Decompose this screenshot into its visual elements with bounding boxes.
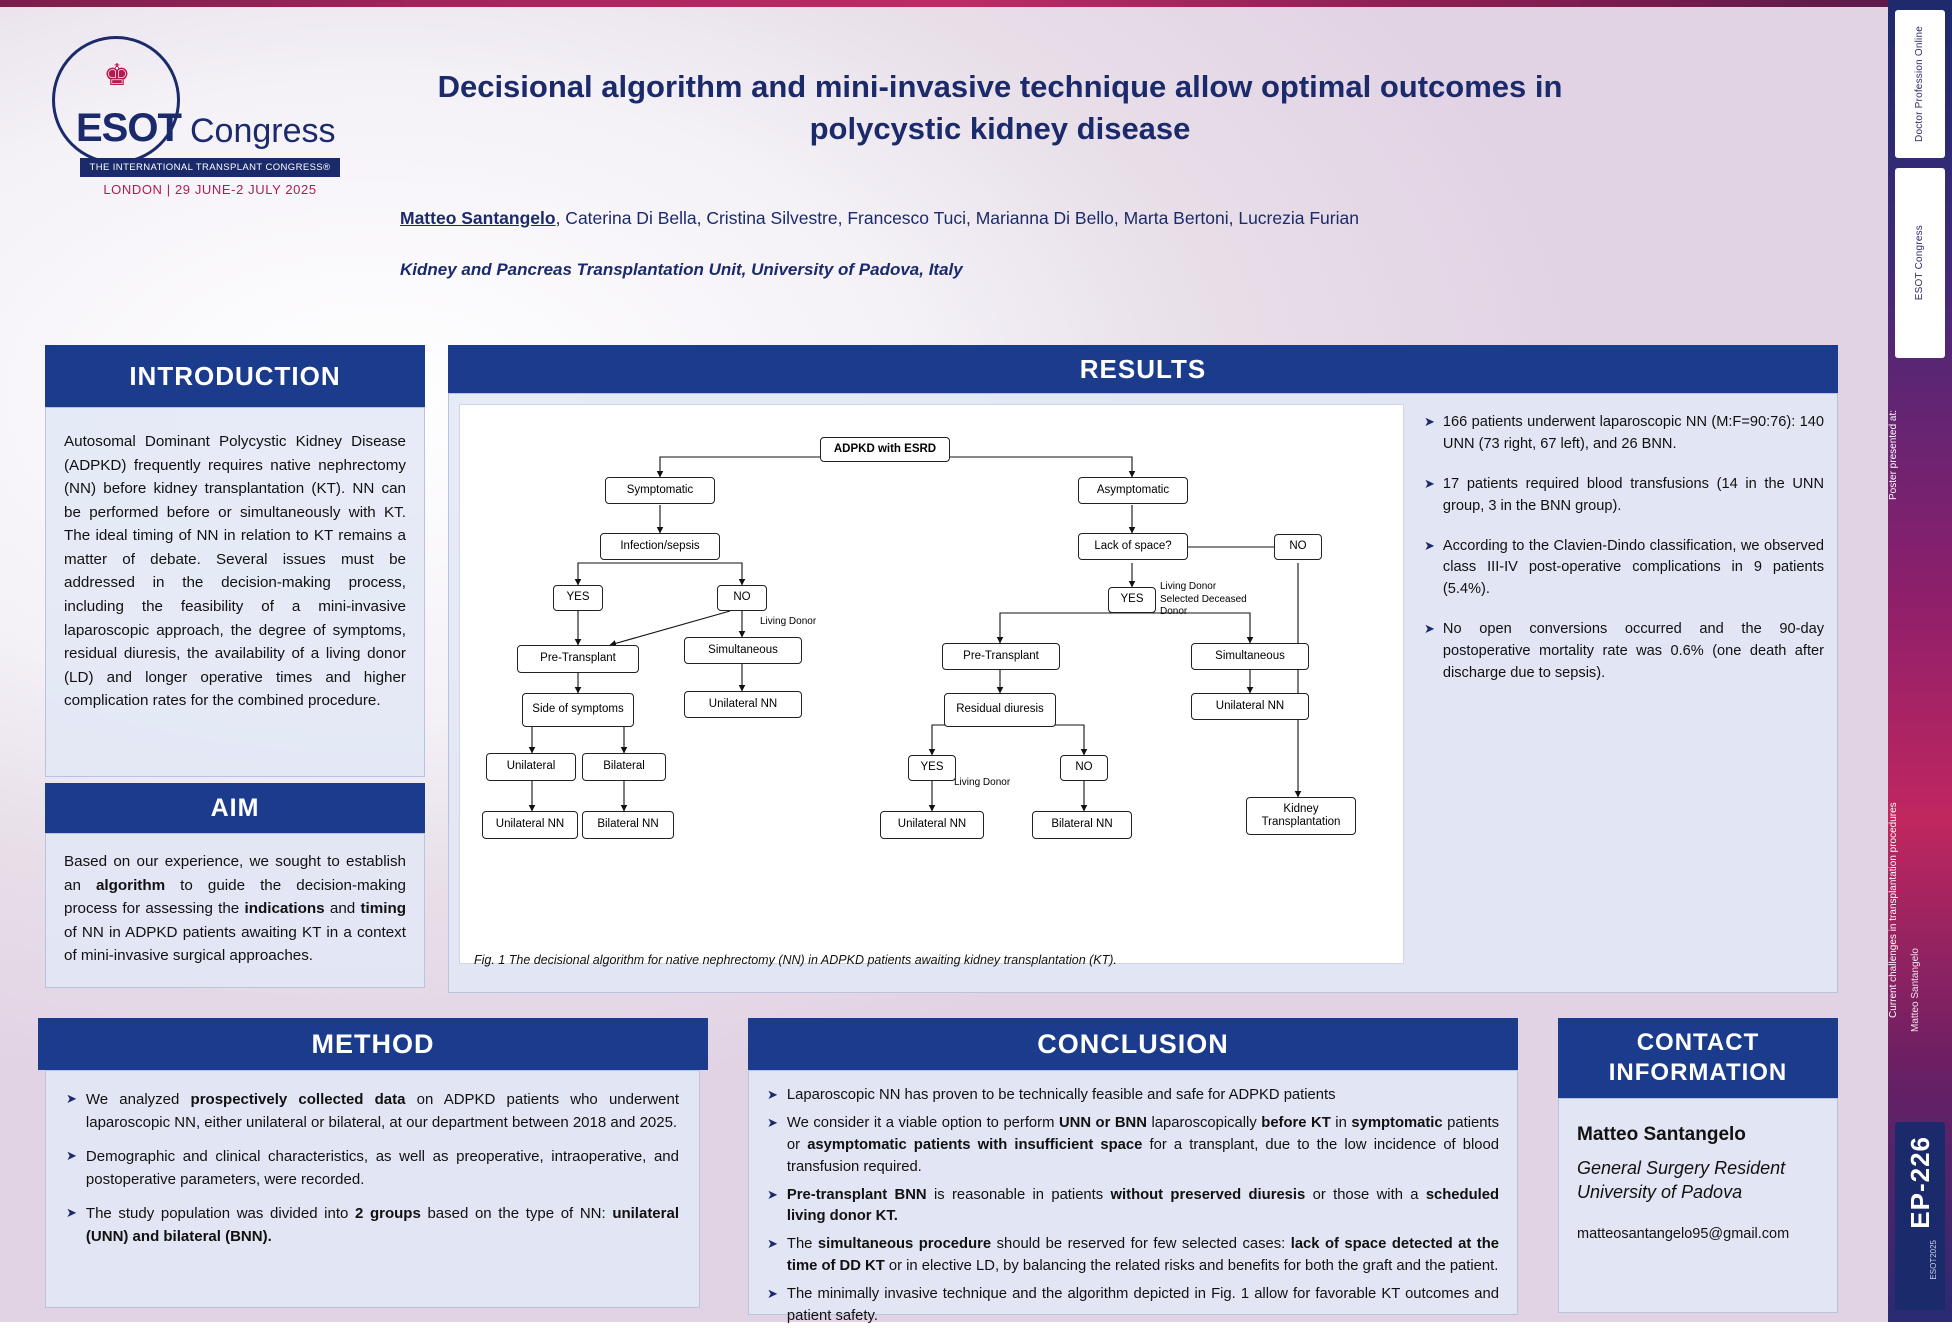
- bullet-arrow-icon: ➤: [767, 1114, 778, 1130]
- body-text: is reasonable in patients: [926, 1186, 1111, 1203]
- bullet-arrow-icon: ➤: [767, 1087, 778, 1102]
- results-bullet-text: According to the Clavien-Dindo classification, we observed class III-IV post-operative complications in 9 patients (5.4%).: [1442, 537, 1824, 598]
- logo-city-date: LONDON | 29 JUNE-2 JULY 2025: [103, 182, 317, 197]
- rail-author-label: Matteo Santangelo: [1910, 948, 1921, 1032]
- flow-node-root: ADPKD with ESRD: [820, 437, 950, 462]
- results-bullet: [1424, 474, 1824, 518]
- body-text: Laparoscopic NN has proven to be technically feasible and safe for ADPKD patients: [786, 1087, 1336, 1103]
- conclusion-bullet-list: [748, 1070, 1518, 1325]
- flow-node-side-of-symptoms: Side of symptoms: [522, 693, 634, 727]
- body-text: We consider it a viable option to perform: [786, 1114, 1059, 1131]
- results-bullet-text: 17 patients required blood transfusions (14 in the UNN group, 3 in the BNN group).: [1442, 475, 1824, 514]
- author-list: [400, 208, 1620, 229]
- body-text: The: [786, 1236, 818, 1253]
- bullet-text: [86, 1089, 679, 1134]
- bullet-arrow-icon: ➤: [767, 1236, 778, 1252]
- rail-logo1-text: Doctor Profession Online: [1914, 26, 1925, 142]
- body-text: based on the type of NN:: [420, 1205, 613, 1222]
- method-bullet-list: [45, 1070, 700, 1308]
- bullet-arrow-icon: ➤: [767, 1186, 778, 1202]
- body-text: or in elective LD, by balancing the related risks and benefits for both the graft and the patient.: [884, 1258, 1499, 1275]
- flow-node-no-2: NO: [1274, 534, 1322, 560]
- esot-congress-logo: [40, 30, 350, 197]
- bullet-text: [787, 1085, 1336, 1107]
- bullet-item: [767, 1113, 1499, 1179]
- section-header-contact: [1558, 1018, 1838, 1098]
- flow-edge-label-donor-selection: Living Donor Selected Deceased Donor: [1160, 581, 1247, 617]
- emphasis-text: algorithm: [95, 876, 166, 894]
- esot-congress-rail-logo: [1895, 168, 1945, 358]
- affiliation: Kidney and Pancreas Transplantation Unit, University of Padova, Italy: [400, 260, 963, 279]
- section-header-method: METHOD: [38, 1018, 708, 1070]
- logo-esot-text: ESOT: [76, 106, 181, 150]
- emphasis-text: scheduled living donor KT.: [786, 1186, 1499, 1225]
- results-panel: [448, 393, 1838, 993]
- flow-node-infection-sepsis: Infection/sepsis: [600, 533, 720, 560]
- emphasis-text: indications: [244, 900, 325, 918]
- logo-congress-text: Congress: [190, 112, 336, 150]
- figure-caption: Fig. 1 The decisional algorithm for native nephrectomy (NN) in ADPKD patients awaiting kidney transplantation (KT).: [474, 953, 1117, 967]
- bullet-item: [66, 1089, 679, 1134]
- flow-node-yes-1: YES: [553, 585, 603, 611]
- results-bullet: [1424, 536, 1824, 602]
- emphasis-text: unilateral (UNN) and bilateral (BNN).: [85, 1205, 679, 1245]
- bullet-item: [66, 1146, 679, 1191]
- emphasis-text: UNN or BNN: [1058, 1114, 1147, 1131]
- body-text: The minimally invasive technique and the algorithm depicted in Fig. 1 allow for favorable KT outcomes and patient safety.: [786, 1286, 1499, 1325]
- contact-details: [1558, 1098, 1838, 1313]
- body-text: The study population was divided into: [85, 1205, 355, 1222]
- flow-node-yes-3: YES: [908, 755, 956, 781]
- contact-heading-line2: INFORMATION: [1608, 1059, 1788, 1086]
- emphasis-text: simultaneous procedure: [817, 1236, 992, 1253]
- poster-title: Decisional algorithm and mini-invasive technique allow optimal outcomes in polycystic kidney disease: [437, 69, 1563, 146]
- co-authors: , Caterina Di Bella, Cristina Silvestre, Francesco Tuci, Marianna Di Bello, Marta Bertoni, Lucrezia Furian: [555, 208, 1359, 228]
- body-text: for a transplant, due to the low incidence of blood transfusion required.: [786, 1136, 1499, 1175]
- bullet-item: [767, 1284, 1499, 1328]
- bullet-text: [86, 1203, 679, 1248]
- eposter-number-badge: [1895, 1122, 1945, 1310]
- bullet-item: [767, 1234, 1499, 1278]
- flow-node-bilateral: Bilateral: [582, 753, 666, 781]
- introduction-text: Autosomal Dominant Polycystic Kidney Disease (ADPKD) frequently requires native nephrectomy (NN) before kidney transplantation (KT). NN can be performed before or simultaneously with KT. The ideal timing of NN in relation to KT remains a matter of debate. Several issues must be addressed in the decision-making process, including the feasibility of a mini-invasive laparoscopic approach, the degree of symptoms, residual diuresis, the availability of a living donor (LD) and longer operative times and higher complication rates for the combined procedure.: [45, 407, 425, 777]
- flow-node-no-3: NO: [1060, 755, 1108, 781]
- section-header-introduction: INTRODUCTION: [45, 345, 425, 407]
- flowchart-connectors: [460, 405, 1405, 965]
- body-text: laparoscopically: [1146, 1114, 1262, 1131]
- flow-edge-label-living-donor-1: Living Donor: [760, 616, 817, 627]
- emphasis-text: symptomatic: [1351, 1114, 1443, 1131]
- flow-node-pre-transplant-2: Pre-Transplant: [942, 643, 1060, 670]
- flow-node-unilateral-nn-1: Unilateral NN: [684, 691, 802, 718]
- right-side-rail: [1888, 0, 1952, 1322]
- bullet-text: [787, 1234, 1499, 1278]
- flow-node-no-1: NO: [717, 585, 767, 611]
- bullet-text: [787, 1284, 1499, 1328]
- top-accent-bar: [0, 0, 1888, 7]
- body-text: in: [1330, 1114, 1352, 1131]
- doctor-profession-online-logo: [1895, 10, 1945, 158]
- flow-node-bilateral-nn-right: Bilateral NN: [1032, 811, 1132, 839]
- bullet-text: [787, 1185, 1499, 1229]
- bullet-arrow-icon: ➤: [66, 1091, 77, 1106]
- contact-role-line2: University of Padova: [1577, 1181, 1743, 1202]
- emphasis-text: lack of space detected at the time of DD KT: [786, 1236, 1499, 1275]
- contact-heading-line1: CONTACT: [1636, 1029, 1760, 1056]
- rail-presented-label: Poster presented at:: [1888, 409, 1899, 501]
- bullet-text: [787, 1113, 1499, 1179]
- flow-node-simultaneous-1: Simultaneous: [684, 637, 802, 664]
- figure-decisional-algorithm: [459, 404, 1404, 967]
- results-bullet-list: [1424, 412, 1824, 703]
- flow-node-unilateral-nn-right: Unilateral NN: [880, 811, 984, 839]
- results-bullet-text: 166 patients underwent laparoscopic NN (M:F=90:76): 140 UNN (73 right, 67 left), and 26 BNN.: [1442, 414, 1824, 452]
- section-header-results: RESULTS: [448, 345, 1838, 393]
- body-text: to guide the decision-making process for assessing the: [64, 876, 406, 918]
- bullet-item: [66, 1203, 679, 1248]
- emphasis-text: prospectively collected data: [190, 1091, 406, 1108]
- bullet-item: [767, 1185, 1499, 1229]
- results-bullet: [1424, 619, 1824, 685]
- emphasis-text: 2 groups: [355, 1205, 421, 1222]
- flow-node-asymptomatic: Asymptomatic: [1078, 477, 1188, 504]
- flow-node-yes-2: YES: [1108, 587, 1156, 613]
- results-bullet: [1424, 412, 1824, 456]
- bullet-arrow-icon: ➤: [1424, 537, 1435, 553]
- flow-node-symptomatic: Symptomatic: [605, 477, 715, 504]
- contact-email[interactable]: matteosantangelo95@gmail.com: [1577, 1226, 1790, 1243]
- bullet-arrow-icon: ➤: [66, 1148, 77, 1163]
- bullet-arrow-icon: ➤: [1424, 621, 1435, 637]
- contact-name: Matteo Santangelo: [1577, 1124, 1746, 1145]
- flow-node-residual-diuresis: Residual diuresis: [944, 693, 1056, 727]
- aim-text: [45, 833, 425, 988]
- emphasis-text: asymptomatic patients with insufficient space: [807, 1136, 1143, 1153]
- flow-node-simultaneous-2: Simultaneous: [1191, 643, 1309, 670]
- section-header-aim: AIM: [45, 783, 425, 833]
- flow-node-pre-transplant-1: Pre-Transplant: [517, 645, 639, 673]
- body-text: of NN in ADPKD patients awaiting KT in a context of mini-invasive surgical approaches.: [64, 923, 406, 965]
- bullet-arrow-icon: ➤: [1424, 414, 1435, 429]
- body-text: Based on our experience, we sought to establish an: [64, 853, 406, 894]
- body-text: and: [324, 900, 361, 918]
- flow-node-unilateral: Unilateral: [486, 753, 576, 781]
- results-bullet-text: No open conversions occurred and the 90-day postoperative mortality rate was 0.6% (one death after discharge due to sepsis).: [1442, 621, 1824, 682]
- bullet-arrow-icon: ➤: [66, 1205, 77, 1220]
- logo-tagline: THE INTERNATIONAL TRANSPLANT CONGRESS®: [80, 158, 340, 177]
- rail-topic-label: Current challenges in transplantation procedures: [1888, 802, 1899, 1018]
- eposter-congress-tag: ESOT2025: [1929, 1240, 1938, 1280]
- flow-node-kidney-transplantation: Kidney Transplantation: [1246, 797, 1356, 835]
- body-text: Demographic and clinical characteristics, as well as preoperative, intraoperative, and postoperative parameters, were recorded.: [85, 1148, 679, 1188]
- emphasis-text: before KT: [1261, 1114, 1331, 1131]
- flow-node-bilateral-nn-left: Bilateral NN: [582, 811, 674, 839]
- contact-role-line1: General Surgery Resident: [1577, 1157, 1786, 1178]
- body-text: on ADPKD patients who underwent laparoscopic NN, either unilateral or bilateral, at our department between 2018 and 2025.: [85, 1091, 680, 1131]
- bullet-item: [767, 1085, 1499, 1107]
- flow-node-unilateral-nn-2: Unilateral NN: [1191, 693, 1309, 720]
- body-text: patients or: [786, 1114, 1499, 1153]
- body-text: We analyzed: [85, 1091, 191, 1108]
- emphasis-text: without preserved diuresis: [1110, 1186, 1306, 1203]
- crown-icon: ♚: [103, 59, 131, 92]
- emphasis-text: timing: [360, 900, 406, 918]
- lead-author: Matteo Santangelo: [400, 208, 556, 228]
- body-text: should be reserved for few selected cases:: [991, 1236, 1291, 1253]
- eposter-number: EP-226: [1905, 1136, 1935, 1229]
- emphasis-text: Pre-transplant BNN: [786, 1186, 927, 1203]
- body-text: or those with a: [1305, 1186, 1426, 1203]
- rail-logo2-text: ESOT Congress: [1914, 225, 1925, 301]
- section-header-conclusion: CONCLUSION: [748, 1018, 1518, 1070]
- bullet-text: [86, 1146, 679, 1191]
- bullet-arrow-icon: ➤: [1424, 475, 1435, 491]
- bullet-arrow-icon: ➤: [767, 1286, 778, 1302]
- flow-node-lack-of-space: Lack of space?: [1078, 533, 1188, 560]
- flow-edge-label-living-donor-2: Living Donor: [954, 777, 1011, 788]
- flow-node-unilateral-nn-left: Unilateral NN: [482, 811, 578, 839]
